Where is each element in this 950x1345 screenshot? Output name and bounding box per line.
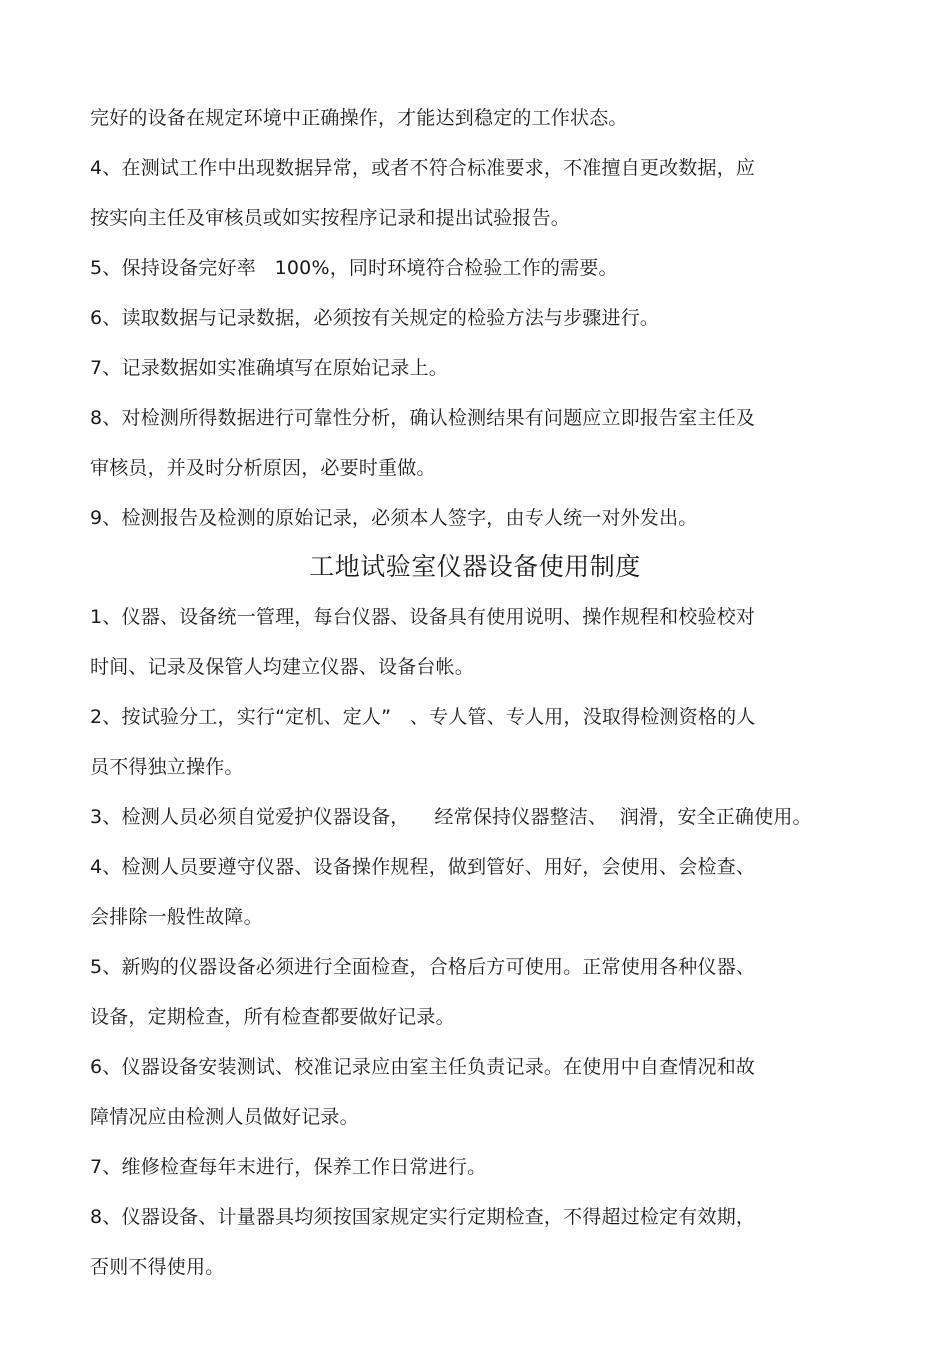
- paragraph-line: 6、读取数据与记录数据，必须按有关规定的检验方法与步骤进行。: [90, 307, 660, 329]
- paragraph-line: 9、检测报告及检测的原始记录，必须本人签字，由专人统一对外发出。: [90, 507, 698, 529]
- paragraph-line: 时间、记录及保管人均建立仪器、设备台帐。: [90, 656, 475, 678]
- paragraph-line: 员不得独立操作。: [90, 756, 244, 778]
- paragraph-line: 7、记录数据如实准确填写在原始记录上。: [90, 357, 448, 379]
- paragraph-line: 4、检测人员要遵守仪器、设备操作规程，做到管好、用好，会使用、会检查、: [90, 856, 756, 878]
- paragraph-line: 3、检测人员必须自觉爱护仪器设备， 经常保持仪器整洁、 润滑，安全正确使用。: [90, 806, 812, 828]
- paragraph-line: 障情况应由检测人员做好记录。: [90, 1106, 359, 1128]
- paragraph-line: 8、仪器设备、计量器具均须按国家规定实行定期检查，不得超过检定有效期，: [90, 1206, 756, 1228]
- paragraph-line: 1、仪器、设备统一管理，每台仪器、设备具有使用说明、操作规程和校验校对: [90, 606, 756, 628]
- paragraph-line: 设备，定期检查，所有检查都要做好记录。: [90, 1006, 455, 1028]
- paragraph-line: 6、仪器设备安装测试、校准记录应由室主任负责记录。在使用中自查情况和故: [90, 1056, 756, 1078]
- paragraph-line: 按实向主任及审核员或如实按程序记录和提出试验报告。: [90, 207, 571, 229]
- paragraph-line: 会排除一般性故障。: [90, 906, 263, 928]
- paragraph-line: 2、按试验分工，实行“定机、定人” 、专人管、专人用，没取得检测资格的人: [90, 706, 756, 728]
- paragraph-line: 5、保持设备完好率 100%，同时环境符合检验工作的需要。: [90, 257, 618, 279]
- paragraph-line: 4、在测试工作中出现数据异常，或者不符合标准要求，不准擅自更改数据，应: [90, 157, 756, 179]
- paragraph-line: 完好的设备在规定环境中正确操作，才能达到稳定的工作状态。: [90, 107, 628, 129]
- paragraph-line: 审核员，并及时分析原因，必要时重做。: [90, 457, 436, 479]
- paragraph-line: 7、维修检查每年末进行，保养工作日常进行。: [90, 1156, 487, 1178]
- section-title: 工地试验室仪器设备使用制度: [309, 552, 641, 581]
- paragraph-line: 8、对检测所得数据进行可靠性分析，确认检测结果有问题应立即报告室主任及: [90, 407, 756, 429]
- paragraph-line: 5、新购的仪器设备必须进行全面检查，合格后方可使用。正常使用各种仪器、: [90, 956, 756, 978]
- paragraph-line: 否则不得使用。: [90, 1256, 225, 1278]
